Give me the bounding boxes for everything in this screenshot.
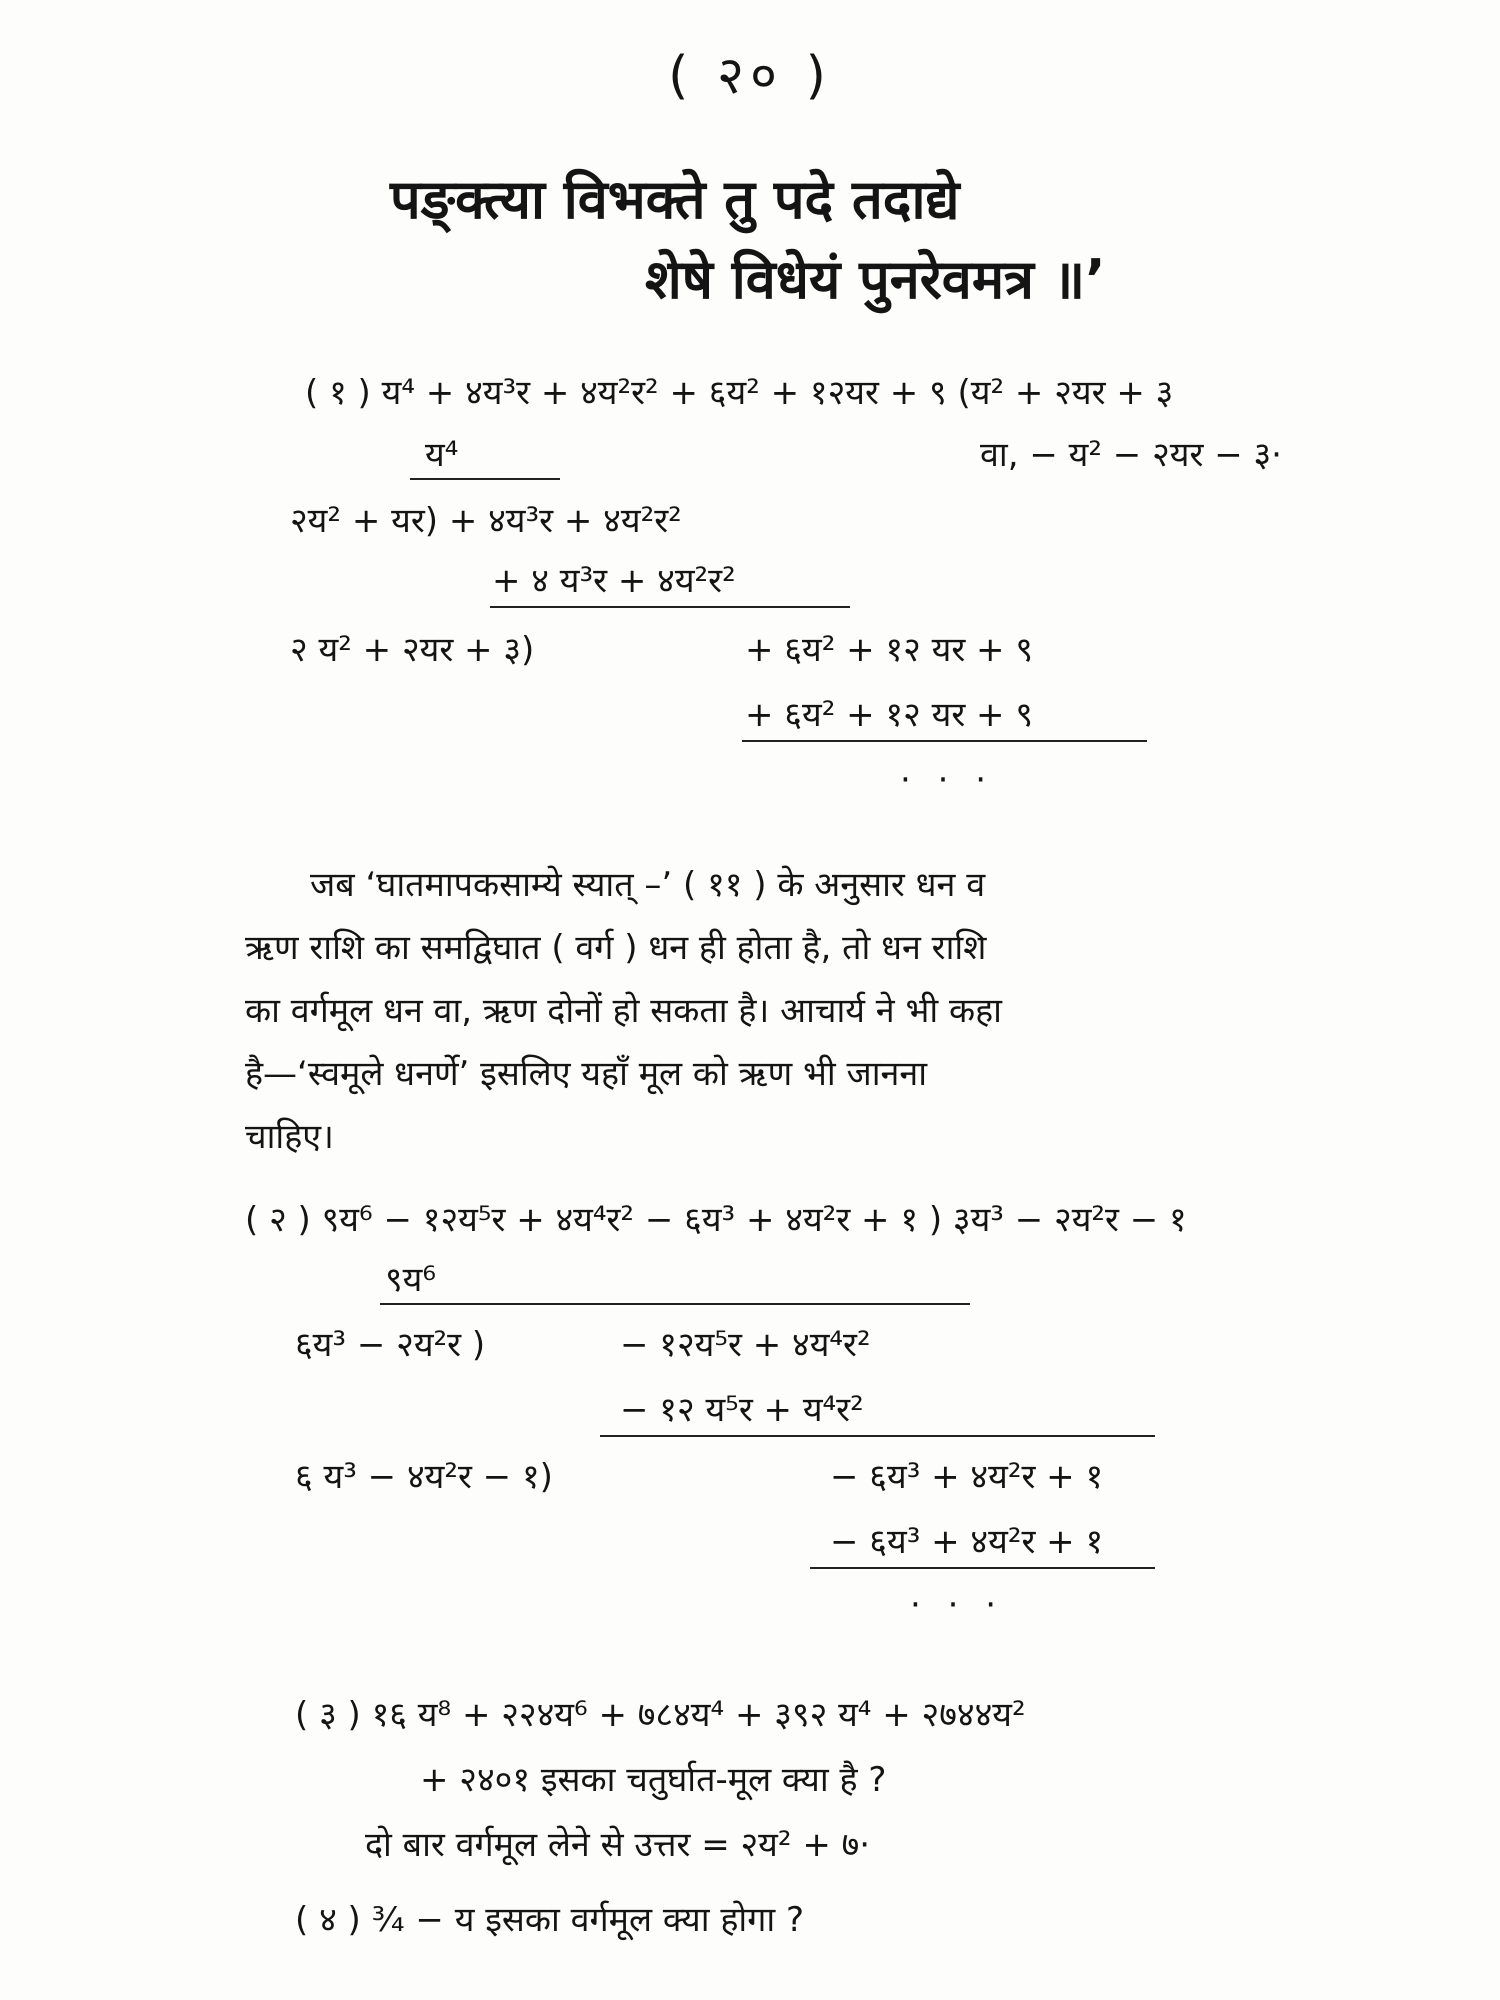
paragraph-line-4: है—‘स्वमूले धनर्णे’ इसलिए यहाँ मूल को ऋण भी जानना (245, 1054, 928, 1094)
paragraph-line-3: का वर्गमूल धन वा, ऋण दोनों हो सकता है। आचार्य ने भी कहा (245, 991, 1002, 1031)
paragraph-line-5: चाहिए। (245, 1117, 334, 1157)
subtraction-rule (600, 1435, 1155, 1437)
example1-step1-product: + ४ य³र + ४य²र² (492, 561, 736, 601)
example2-step2-divisor: ६ य³ − ४य²र − १) (295, 1457, 553, 1497)
example2-dividend: ( २ ) ९य⁶ − १२य⁵र + ४य⁴र² − ६य³ + ४य²र + १ ) ३य³ − २य²र − १ (245, 1200, 1187, 1240)
example1-dividend: ( १ ) य⁴ + ४य³र + ४य²र² + ६य² + १२यर + ९ (य² + २यर + ३ (305, 373, 1174, 413)
example2-first-subtrahend: ९य⁶ (385, 1260, 437, 1300)
subtraction-rule (410, 478, 560, 480)
page-number: ( २० ) (668, 46, 832, 106)
example2-step1-remainder: − १२य⁵र + ४य⁴र² (620, 1325, 871, 1365)
example1-step2-remainder: + ६य² + १२ यर + ९ (745, 630, 1034, 670)
example1-alternate-root: वा, − य² − २यर − ३· (980, 435, 1282, 475)
subtraction-rule (742, 740, 1147, 742)
paragraph-line-1: जब ‘घातमापकसाम्ये स्यात् –’ ( ११ ) के अनुसार धन व (310, 865, 986, 905)
example1-step2-divisor: २ य² + २यर + ३) (290, 630, 535, 670)
example1-step2-product: + ६य² + १२ यर + ९ (745, 695, 1034, 735)
example4-line-1: ( ४ ) ¾ − य इसका वर्गमूल क्या होगा ? (295, 1900, 805, 1940)
paragraph-line-2: ऋण राशि का समद्विघात ( वर्ग ) धन ही होता है, तो धन राशि (245, 928, 987, 968)
verse-line-2: शेषे विधेयं पुनरेवमत्र ॥’ (645, 248, 1106, 311)
subtraction-rule (810, 1567, 1155, 1569)
example2-step2-remainder: − ६य³ + ४य²र + १ (830, 1457, 1104, 1497)
example2-step1-divisor: ६य³ − २य²र ) (295, 1325, 486, 1365)
example2-zero-remainder: · · · (910, 1585, 1005, 1625)
example2-step1-product: − १२ य⁵र + य⁴र² (620, 1390, 864, 1430)
example3-line-1: ( ३ ) १६ य⁸ + २२४य⁶ + ७८४य⁴ + ३९२ य⁴ + २७४४य² (295, 1695, 1026, 1735)
example3-answer: दो बार वर्गमूल लेने से उत्तर = २य² + ७· (365, 1825, 871, 1865)
subtraction-rule (380, 1303, 970, 1305)
example1-zero-remainder: · · · (900, 760, 995, 800)
example3-line-2: + २४०१ इसका चतुर्घात-मूल क्या है ? (420, 1760, 887, 1800)
example1-step1: २य² + यर) + ४य³र + ४य²र² (290, 501, 682, 541)
example1-first-subtrahend: य⁴ (425, 435, 459, 475)
subtraction-rule (490, 606, 850, 608)
example2-step2-product: − ६य³ + ४य²र + १ (830, 1522, 1104, 1562)
verse-line-1: पङ्क्त्या विभक्ते तु पदे तदाद्ये (390, 168, 960, 231)
